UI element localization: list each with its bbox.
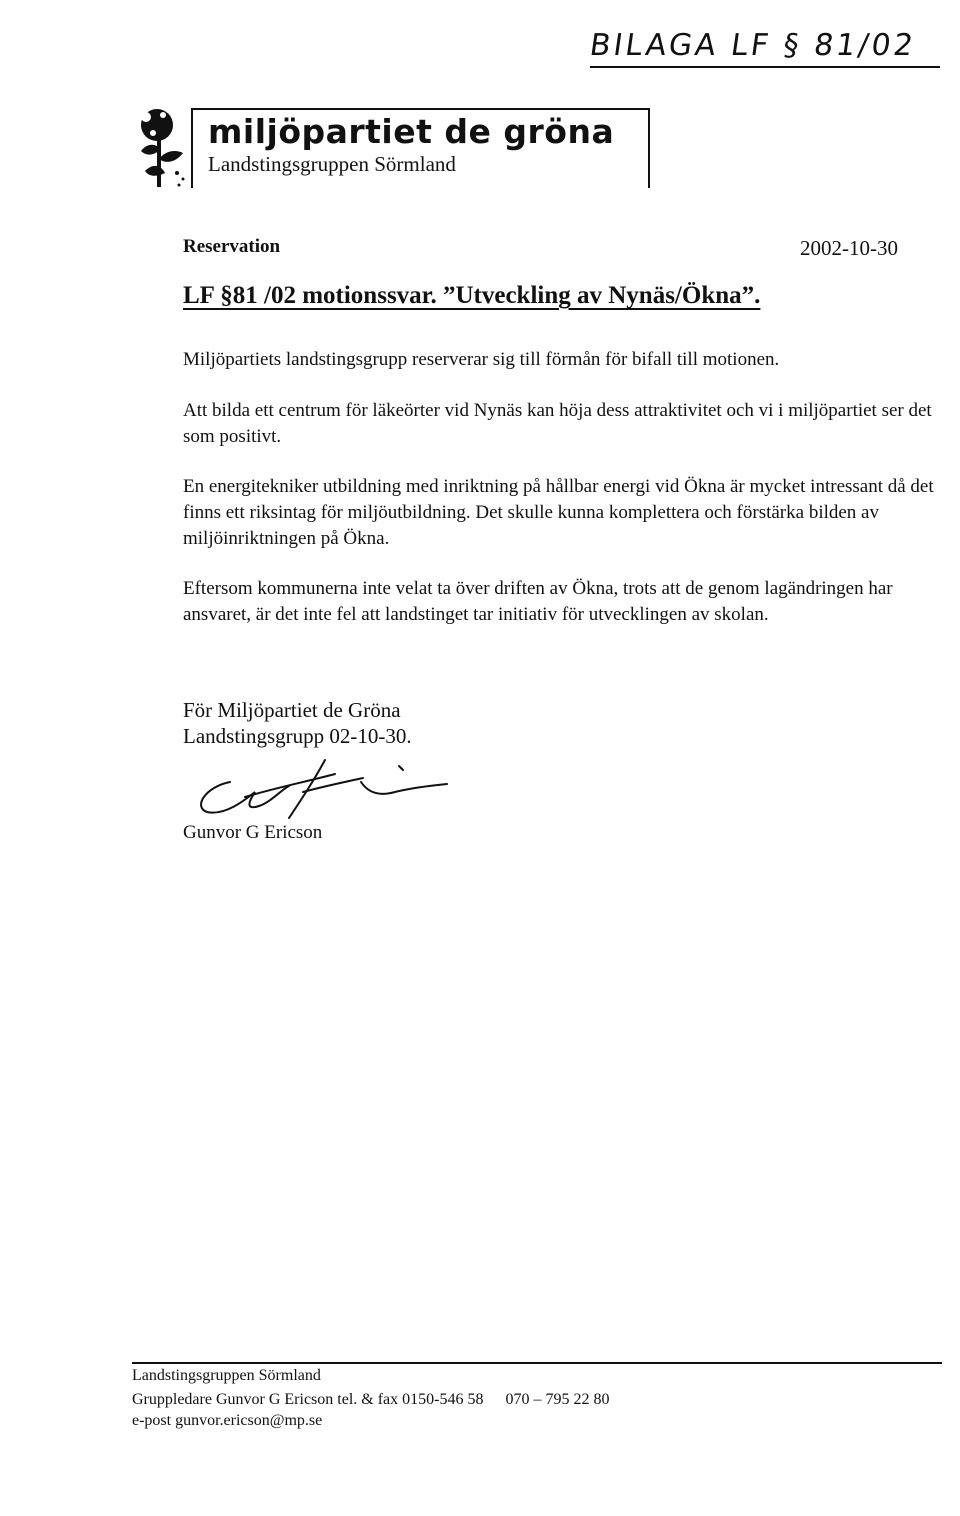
brand-name: miljöpartiet de gröna xyxy=(208,112,615,151)
brand-subtitle: Landstingsgruppen Sörmland xyxy=(208,152,456,176)
letterhead-top-rule xyxy=(191,108,649,110)
footer-phone: 070 – 795 22 80 xyxy=(505,1391,610,1408)
paragraph: Miljöpartiets landstingsgrupp reserverar sig till förmån för bifall till motionen. xyxy=(183,349,780,370)
handwritten-stamp: BILAGA LF § 81/02 xyxy=(587,28,919,63)
document-heading: LF §81 /02 motionssvar. ”Utveckling av Nynäs/Ökna”. xyxy=(183,282,761,309)
dandelion-logo-icon xyxy=(133,103,191,191)
signoff-party: För Miljöpartiet de Gröna xyxy=(183,698,401,722)
footer-contact: Gruppledare Gunvor G Ericson tel. & fax 0150-546 58 xyxy=(132,1391,484,1408)
document-type: Reservation xyxy=(183,236,281,257)
letterhead-right-rule xyxy=(648,108,650,188)
letterhead-left-rule xyxy=(191,108,193,188)
paragraph: En energitekniker utbildning med inriktning på hållbar energi vid Ökna är mycket intressant då det finns ett riksintag för miljöutbildning. Det skulle kunna komplettera och förstärka bilden av miljöinriktningen på Ökna. xyxy=(183,476,934,549)
signer-name: Gunvor G Ericson xyxy=(183,822,323,843)
footer-org: Landstingsgruppen Sörmland xyxy=(132,1367,321,1384)
signoff-group-date: Landstingsgrupp 02-10-30. xyxy=(183,724,412,748)
footer-email: e-post gunvor.ericson@mp.se xyxy=(132,1412,323,1429)
footer-contact-line xyxy=(132,1390,609,1410)
stamp-underline xyxy=(590,66,940,68)
footer-rule xyxy=(132,1362,942,1364)
paragraph: Att bilda ett centrum för läkeörter vid Nynäs kan höja dess attraktivitet och vi i miljöpartiet ser det som positivt. xyxy=(183,400,932,447)
document-date: 2002-10-30 xyxy=(800,236,898,260)
paragraph: Eftersom kommunerna inte velat ta över driften av Ökna, trots att de genom lagändringen har ansvaret, är det inte fel att landstinget tar initiativ för utvecklingen av skolan. xyxy=(183,578,893,625)
handwritten-signature xyxy=(185,752,465,832)
